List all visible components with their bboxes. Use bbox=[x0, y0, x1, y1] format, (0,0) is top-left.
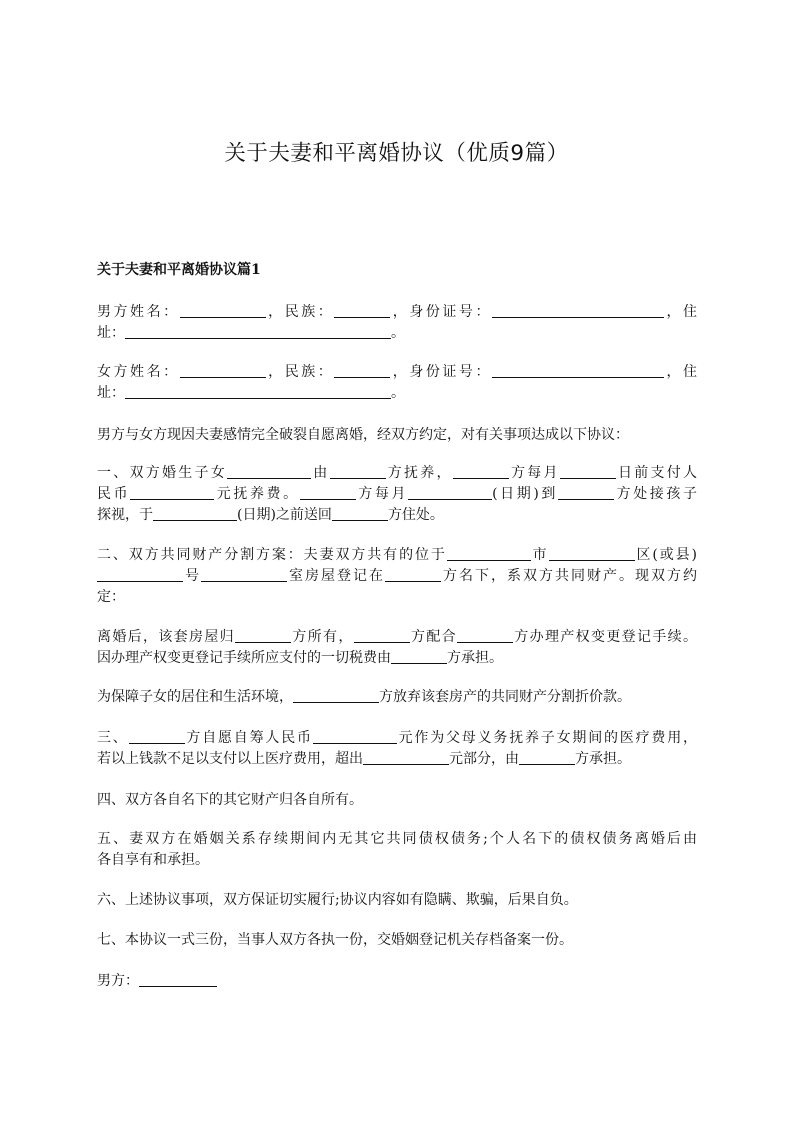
male-address-blank[interactable] bbox=[125, 323, 391, 339]
medical-amount-blank[interactable] bbox=[313, 728, 397, 744]
clause-7: 七、本协议一式三份，当事人双方各执一份，交婚姻登记机关存档备案一份。 bbox=[97, 932, 573, 948]
male-ethnicity-blank[interactable] bbox=[334, 302, 390, 318]
waiver-party-blank[interactable] bbox=[293, 687, 379, 703]
room-blank[interactable] bbox=[201, 566, 287, 582]
excess-party-blank[interactable] bbox=[519, 749, 575, 765]
female-party-line2: 址： 。 bbox=[97, 385, 405, 401]
registered-party-blank[interactable] bbox=[385, 566, 441, 582]
pickup-party-blank[interactable] bbox=[558, 484, 614, 500]
child-blank[interactable] bbox=[227, 463, 311, 479]
visit-party-blank[interactable] bbox=[300, 484, 356, 500]
female-id-blank[interactable] bbox=[492, 362, 664, 378]
pay-day-blank[interactable] bbox=[560, 463, 616, 479]
male-party-line2: 址： 。 bbox=[97, 325, 405, 341]
male-party-info bbox=[97, 302, 697, 344]
clause-2b: 离婚后，该套房屋归 方所有， 方配合 方办理产权变更登记手续。 因办理产权变更登记手续所应支付的一切税费由 方承担。 bbox=[97, 629, 698, 666]
male-name-blank[interactable] bbox=[180, 302, 266, 318]
clause-5: 五、妻双方在婚姻关系存续期间内无其它共同债权债务;个人名下的债权债务离婚后由 各自享有和承担。 bbox=[97, 831, 697, 868]
male-party-line1: 男方姓名： ，民族： ，身份证号： ，住 bbox=[97, 304, 698, 320]
clause-4: 四、双方各自名下的其它财产归各自所有。 bbox=[97, 792, 363, 808]
clause-2: 二、双方共同财产分割方案：夫妻双方共有的位于 市 区(或县) 号 室房屋登记在 方名下，系双方共同财产。现双方约 定： bbox=[97, 547, 698, 605]
female-ethnicity-blank[interactable] bbox=[334, 362, 390, 378]
male-id-blank[interactable] bbox=[492, 302, 664, 318]
district-blank[interactable] bbox=[549, 545, 635, 561]
house-number-blank[interactable] bbox=[97, 566, 183, 582]
section-heading: 关于夫妻和平离婚协议篇1 bbox=[97, 262, 261, 278]
return-date-blank[interactable] bbox=[153, 505, 237, 521]
tax-party-blank[interactable] bbox=[391, 648, 447, 664]
page-title: 关于夫妻和平离婚协议（优质9篇） bbox=[224, 141, 569, 166]
female-party-line1: 女方姓名： ，民族： ，身份证号： ，住 bbox=[97, 364, 698, 380]
payer-party-blank[interactable] bbox=[453, 463, 509, 479]
custody-party-blank[interactable] bbox=[330, 463, 386, 479]
female-party-info bbox=[97, 362, 697, 404]
female-address-blank[interactable] bbox=[125, 383, 391, 399]
visit-date-blank[interactable] bbox=[408, 484, 492, 500]
clause-2c: 为保障子女的居住和生活环境， 方放弃该套房产的共同财产分割折价款。 bbox=[97, 689, 631, 705]
return-party-blank[interactable] bbox=[332, 505, 388, 521]
clause-3: 三、 方自愿自筹人民币 元作为父母义务抚养子女期间的医疗费用， 若以上钱款不足以支付以上医疗费用，超出 元部分，由 方承担。 bbox=[97, 730, 698, 767]
owner-party-blank[interactable] bbox=[235, 627, 291, 643]
clause-1: 一、双方婚生子女 由 方抚养， 方每月 日前支付人 民币 元抚养费。 方每月 (日期)到 方处接孩子 探视，于 (日期)之前送回 方住处。 bbox=[97, 465, 697, 523]
intro-paragraph: 男方与女方现因夫妻感情完全破裂自愿离婚，经双方约定，对有关事项达成以下协议： bbox=[97, 427, 629, 443]
transfer-party-blank[interactable] bbox=[457, 627, 513, 643]
signature-male: 男方： bbox=[97, 971, 697, 992]
female-name-blank[interactable] bbox=[180, 362, 266, 378]
clause-6: 六、上述协议事项，双方保证切实履行;协议内容如有隐瞒、欺骗，后果自负。 bbox=[97, 892, 578, 908]
city-blank[interactable] bbox=[447, 545, 531, 561]
assist-party-blank[interactable] bbox=[354, 627, 410, 643]
medical-party-blank[interactable] bbox=[129, 728, 185, 744]
support-amount-blank[interactable] bbox=[130, 484, 214, 500]
male-signature-blank[interactable] bbox=[139, 971, 217, 987]
excess-amount-blank[interactable] bbox=[363, 749, 449, 765]
